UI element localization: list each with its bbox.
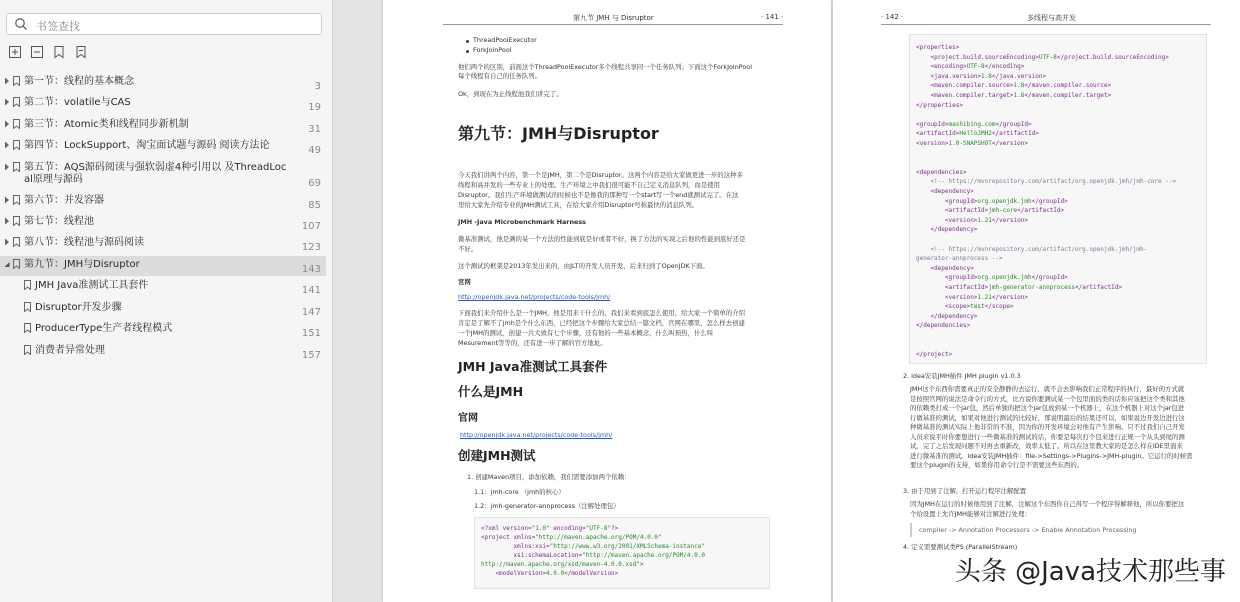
code-line: <!-- https://mvnrepository.com/artifact/org.openjdk.jmh/jmh- — [916, 245, 1148, 253]
paragraph-line: 要这个plugin的支持，如果你用命令行是不需要这些东西的。 — [910, 461, 1084, 469]
paragraph-line: 肯定是了解不了jmh是个什么东西，已经把这个步骤给大家总结一篇文档，官网在哪里，怎么样去创建 — [458, 319, 745, 327]
expand-arrow-icon[interactable] — [4, 77, 10, 85]
bookmark-icon — [24, 323, 31, 333]
paragraph-line: 是按照官网的说法是命令行的方式，比方说你要测试某一个包里面的类的话你应该把这个类和其他 — [910, 394, 1185, 403]
toc-page-number: 31 — [308, 124, 321, 135]
toc-page-number: 3 — [314, 81, 321, 92]
toc-subitem-exception[interactable] — [0, 344, 333, 364]
code-line: <artifactId>jmh-generator-annprocess</artifactId> — [944, 284, 1122, 291]
section-heading: 什么是JMH — [458, 384, 524, 399]
toc-subitem-jmh[interactable] — [0, 279, 333, 299]
code-line: <artifactId>HelloJMH2</artifactId> — [916, 130, 1039, 138]
toc-item-label: 第六节：并发容器 — [24, 195, 104, 206]
code-line: <dependencies> — [916, 168, 967, 176]
code-line: <groupId>mashibing.com</groupId> — [916, 120, 1032, 128]
expand-arrow-icon[interactable] — [4, 217, 10, 225]
paragraph-line: 他们两个的区别，前面这个ThreadPoolExecutor多个线程共享同一个任务队列；下面这个ForkJoinPool — [458, 63, 752, 71]
header-rule — [881, 24, 1211, 25]
list-step: 4. 定义需要测试类PS (ParallelStream) — [903, 543, 1018, 551]
bookmark-icon — [13, 237, 20, 247]
expand-arrow-icon[interactable] — [4, 98, 10, 106]
search-placeholder: 书签查找 — [36, 20, 80, 33]
toc-item-label-cont: al原理与源码 — [24, 174, 83, 185]
blockquote-text: compiler -> Annotation Processors -> Enable Annotation Processing — [919, 526, 1137, 534]
paragraph-line: 一个JMH的测试，创建一共大致有七个步骤，还有他的一些基本概念，什么叫预热，什么叫 — [458, 329, 714, 337]
toc-item-ch1[interactable] — [0, 75, 333, 95]
paragraph-line: 的依赖类打成一个jar包，然后单独的把这个jar包放到某一个机器上，在这个机器上对这个jar包进 — [910, 404, 1185, 412]
header-rule — [443, 24, 783, 25]
code-line: </dependency> — [930, 226, 978, 234]
bookmark-icon — [13, 119, 20, 129]
paragraph-line: 今天我们讲两个内容，第一个是JMH，第二个是Disruptor。这两个内容是给大家做更进一步的这种多 — [458, 171, 743, 179]
paragraph-line: 人员来说平时你要想进行一些微基准的测试的话，你要是每次打个包来进行正规一个从头到尾的测 — [910, 432, 1185, 441]
toc-item-ch8[interactable] — [0, 236, 333, 256]
pdf-page-142 — [833, 0, 1240, 602]
list-substep: 1.1：jmh-core （jmh的核心） — [474, 488, 565, 496]
bookmark-icon — [13, 195, 20, 205]
paragraph-line: 里给大家先介绍专业的JMH测试工具，在给大家介绍Disruptor号称最快的消息队列。 — [458, 201, 699, 209]
paragraph-line: JMH这个东西你需要真正的安全静静的去运行，就不会去影响我们正常程序的执行，最好的方式就 — [910, 385, 1185, 393]
page-header-title: 第九节 JMH 与 Disruptor — [573, 14, 654, 22]
watermark: 头条 @Java技术那些事 — [954, 557, 1226, 587]
bookmark-icon — [13, 162, 20, 172]
paragraph-line: 线程和高并发的一些专业上的处理。生产环境之中我们很可能不自己定义消息队列，而是使用 — [458, 181, 721, 189]
paragraph-line: 试，完了之后发现问题不对再去重新改，效率太低了。所以在这里教大家的是怎么样在IDE里面来 — [910, 442, 1183, 450]
toc-item-label: 第五节：AQS源码阅读与强软弱虚4种引用以 及ThreadLoc — [24, 162, 287, 173]
official-url-link[interactable]: http://openjdk.java.net/projects/code-tools/jmh/ — [460, 431, 613, 439]
toc-page-number: 69 — [308, 178, 321, 189]
code-line: <?xml version="1.0" encoding="UTF-8"?> — [481, 525, 619, 532]
code-line: <project xmlns="http://maven.apache.org/POM/4.0.0" — [481, 534, 662, 541]
toc-page-number: 157 — [301, 350, 321, 361]
paragraph-line: Mesurement等等的，还有进一步了解的官方地址。 — [458, 339, 607, 347]
toc-item-label: 第八节：线程池与源码阅读 — [24, 237, 144, 248]
toc-item-ch9-selected[interactable] — [0, 258, 333, 278]
code-block — [474, 517, 770, 589]
bookmark-icon — [24, 302, 31, 312]
toc-item-ch6[interactable] — [0, 194, 333, 214]
paragraph-line: 每个线程有自己的任务队列。 — [458, 72, 542, 80]
paragraph-line: 这个测试的框架是2013年发出来的，由JLT的开发人员开发，后来归到了OpenJDK下面。 — [458, 262, 709, 270]
code-line: </dependencies> — [916, 322, 971, 330]
code-line: <groupId>org.openjdk.jmh</groupId> — [944, 274, 1068, 282]
add-bookmark-icon[interactable] — [52, 45, 66, 59]
toc-page-number: 107 — [301, 221, 321, 232]
code-line: <scope>test</scope> — [944, 303, 1014, 311]
toc-item-label: 第九节：JMH与Disruptor — [24, 259, 140, 270]
toc-item-ch7[interactable] — [0, 215, 333, 235]
toc-subitem-producertype[interactable] — [0, 322, 333, 342]
toc-subitem-disruptor[interactable] — [0, 301, 333, 321]
code-line: xsi:schemaLocation="http://maven.apache.org/POM/4.0.0 — [481, 552, 705, 559]
paragraph-line: Ok，到现在为止线程池我们讲完了。 — [458, 90, 563, 98]
paragraph-line: 因为JMH在运行的时候他用到了注解，注解这个东西你自己得写一个程序得解释他，所以你要把这 — [910, 500, 1185, 508]
toc-page-number: 151 — [301, 328, 321, 339]
expand-arrow-icon[interactable] — [4, 196, 10, 204]
toc-item-label: Disruptor开发步骤 — [35, 302, 122, 313]
toc-item-label: JMH Java准测试工具套件 — [35, 280, 149, 291]
toc-page-number: 123 — [301, 242, 321, 253]
bullet-dot — [466, 50, 469, 53]
code-line: <properties> — [916, 44, 960, 51]
paragraph-line: Disruptor。我们生产环境做测试的时候也不是像我的那种写一个start写一个end就测试完了。在这 — [458, 191, 739, 199]
paragraph-line: 种微基准的测试实际上他非常的不准，因为你的开发环境会对他有产生影响。只不过我们自己开发 — [910, 423, 1185, 431]
expand-arrow-icon[interactable] — [4, 163, 10, 171]
code-line: <modelVersion>4.0.0</modelVersion> — [481, 570, 619, 577]
bookmark-search-input[interactable] — [6, 13, 322, 35]
code-line: <project.build.sourceEncoding>UTF-8</project.build.sourceEncoding> — [930, 53, 1169, 61]
toc-page-number: 85 — [308, 200, 321, 211]
code-line: <encoding>UTF-8</encoding> — [930, 63, 1025, 71]
code-line: <maven.compiler.target>1.8</maven.compiler.target> — [930, 92, 1112, 99]
code-line: </project> — [916, 351, 953, 359]
toc-item-ch3[interactable] — [0, 118, 333, 138]
collapse-arrow-icon[interactable] — [4, 260, 10, 268]
section-heading: JMH Java准测试工具套件 — [458, 359, 608, 374]
code-line: <groupId>org.openjdk.jmh</groupId> — [944, 197, 1068, 205]
toc-item-ch2[interactable] — [0, 96, 333, 116]
expand-arrow-icon[interactable] — [4, 238, 10, 246]
paragraph-line: 微基准测试，他是测的某一个方法的性能到底是好或者不好，换了方法的实现之后他的性能到底好还是 — [458, 235, 746, 243]
expand-arrow-icon[interactable] — [4, 141, 10, 149]
code-line: </dependency> — [930, 312, 978, 320]
code-line: <version>1.0-SNAPSHOT</version> — [916, 140, 1028, 147]
code-line: <version>1.21</version> — [944, 293, 1028, 301]
toc-page-number: 141 — [301, 285, 321, 296]
page-header-number: · 141 · — [761, 13, 784, 21]
chapter-heading: 第九节：JMH与Disruptor — [458, 124, 659, 143]
delete-bookmark-icon[interactable] — [74, 45, 88, 59]
toc-page-number: 143 — [301, 264, 321, 275]
bookmark-icon — [13, 140, 20, 150]
page-header-title: 多线程与高并发 — [1027, 14, 1076, 22]
pdf-page-141 — [383, 0, 831, 602]
bookmark-icon — [13, 216, 20, 226]
toc-item-label: 第四节：LockSupport、淘宝面试题与源码 阅读方法论 — [24, 140, 270, 151]
list-step: 1. 创建Maven项目，添加依赖，我们需要添加两个依赖： — [467, 473, 631, 481]
bullet-text: ThreadPoolExecutor — [473, 36, 537, 44]
bullet-dot — [466, 40, 469, 43]
official-url-link[interactable]: http://openjdk.java.net/projects/code-tools/jmh/ — [458, 293, 611, 301]
code-line: <dependency> — [930, 264, 974, 272]
list-step: 3. 由于用到了注解，打开运行程序注解配置 — [903, 487, 1027, 495]
code-line: <dependency> — [930, 188, 974, 195]
code-block — [909, 34, 1207, 364]
code-line: <!-- https://mvnrepository.com/artifact/org.openjdk.jmh/jmh-core --> — [916, 178, 1177, 186]
bookmark-icon — [24, 345, 31, 355]
code-line: <maven.compiler.source>1.8</maven.compiler.source> — [930, 82, 1112, 90]
paragraph-line: 行微基准的测试，如果对他进行测试的比较好，那说明最后的结果还可以，如果说边开发边进行这 — [910, 413, 1185, 422]
code-line: http://maven.apache.org/xsd/maven-4.0.0.xsd"> — [481, 561, 644, 568]
blockquote-bar — [910, 523, 912, 537]
list-substep: 1.2：jmh-generator-annprocess（注解处理包） — [474, 502, 620, 510]
code-line: xmlns:xsi="http://www.w3.org/2001/XMLSchema-instance" — [481, 543, 705, 550]
paragraph-line: 进行微基准的测试。idea安装JMH插件：file->Settings->Plugins->JMH-plugin。它运行的时候需 — [910, 451, 1193, 460]
bookmark-sidebar — [0, 0, 333, 602]
code-line: </properties> — [916, 101, 963, 109]
paragraph-line: 下面我们来介绍什么是一个JMH，他是用来干什么的，我们来看到底怎么使用，给大家一个简单的介绍 — [458, 309, 745, 317]
bold-label: 官网 — [458, 278, 471, 286]
toc-item-ch4[interactable] — [0, 139, 333, 159]
bookmark-icon — [13, 97, 20, 107]
bold-label: JMH -Java Microbenchmark Harness — [458, 218, 586, 226]
page-header-number: · 142 · — [881, 13, 904, 21]
toc-item-label: 消费者异常处理 — [35, 345, 105, 356]
list-step: 2. idea安装JMH插件 JMH plugin v1.0.3 — [903, 372, 1021, 380]
toc-item-label: 第二节：volatile与CAS — [24, 97, 131, 108]
section-heading: 创建JMH测试 — [458, 448, 536, 463]
toc-page-number: 19 — [308, 102, 321, 113]
toc-item-label: ProducerType生产者线程模式 — [35, 323, 173, 334]
toc-item-label: 第七节：线程池 — [24, 216, 94, 227]
code-line: <version>1.21</version> — [944, 216, 1028, 224]
toc-page-number: 147 — [301, 307, 321, 318]
expand-all-icon[interactable] — [8, 45, 22, 59]
collapse-all-icon[interactable] — [30, 45, 44, 59]
code-line: <java.version>1.8</java.version> — [930, 72, 1047, 80]
bullet-text: ForkJoinPool — [473, 46, 512, 54]
subsection-heading: 官网 — [458, 413, 478, 424]
paragraph-line: 不好。 — [458, 245, 478, 253]
toc-item-ch5[interactable] — [0, 161, 333, 191]
code-line: <artifactId>jmh-core</artifactId> — [944, 207, 1065, 215]
bookmark-icon — [13, 76, 20, 86]
code-line: generator-annprocess --> — [916, 255, 1003, 263]
bookmark-toolbar — [8, 45, 88, 61]
search-icon — [14, 17, 28, 31]
toc-item-label: 第一节：线程的基本概念 — [24, 76, 134, 87]
expand-arrow-icon[interactable] — [4, 120, 10, 128]
bookmark-icon — [13, 259, 20, 269]
paragraph-line: 个给设置上允许JMH能够对注解进行处理： — [910, 509, 1031, 518]
toc-page-number: 49 — [308, 145, 321, 156]
bookmark-icon — [24, 280, 31, 290]
toc-item-label: 第三节：Atomic类和线程同步新机制 — [24, 119, 189, 130]
